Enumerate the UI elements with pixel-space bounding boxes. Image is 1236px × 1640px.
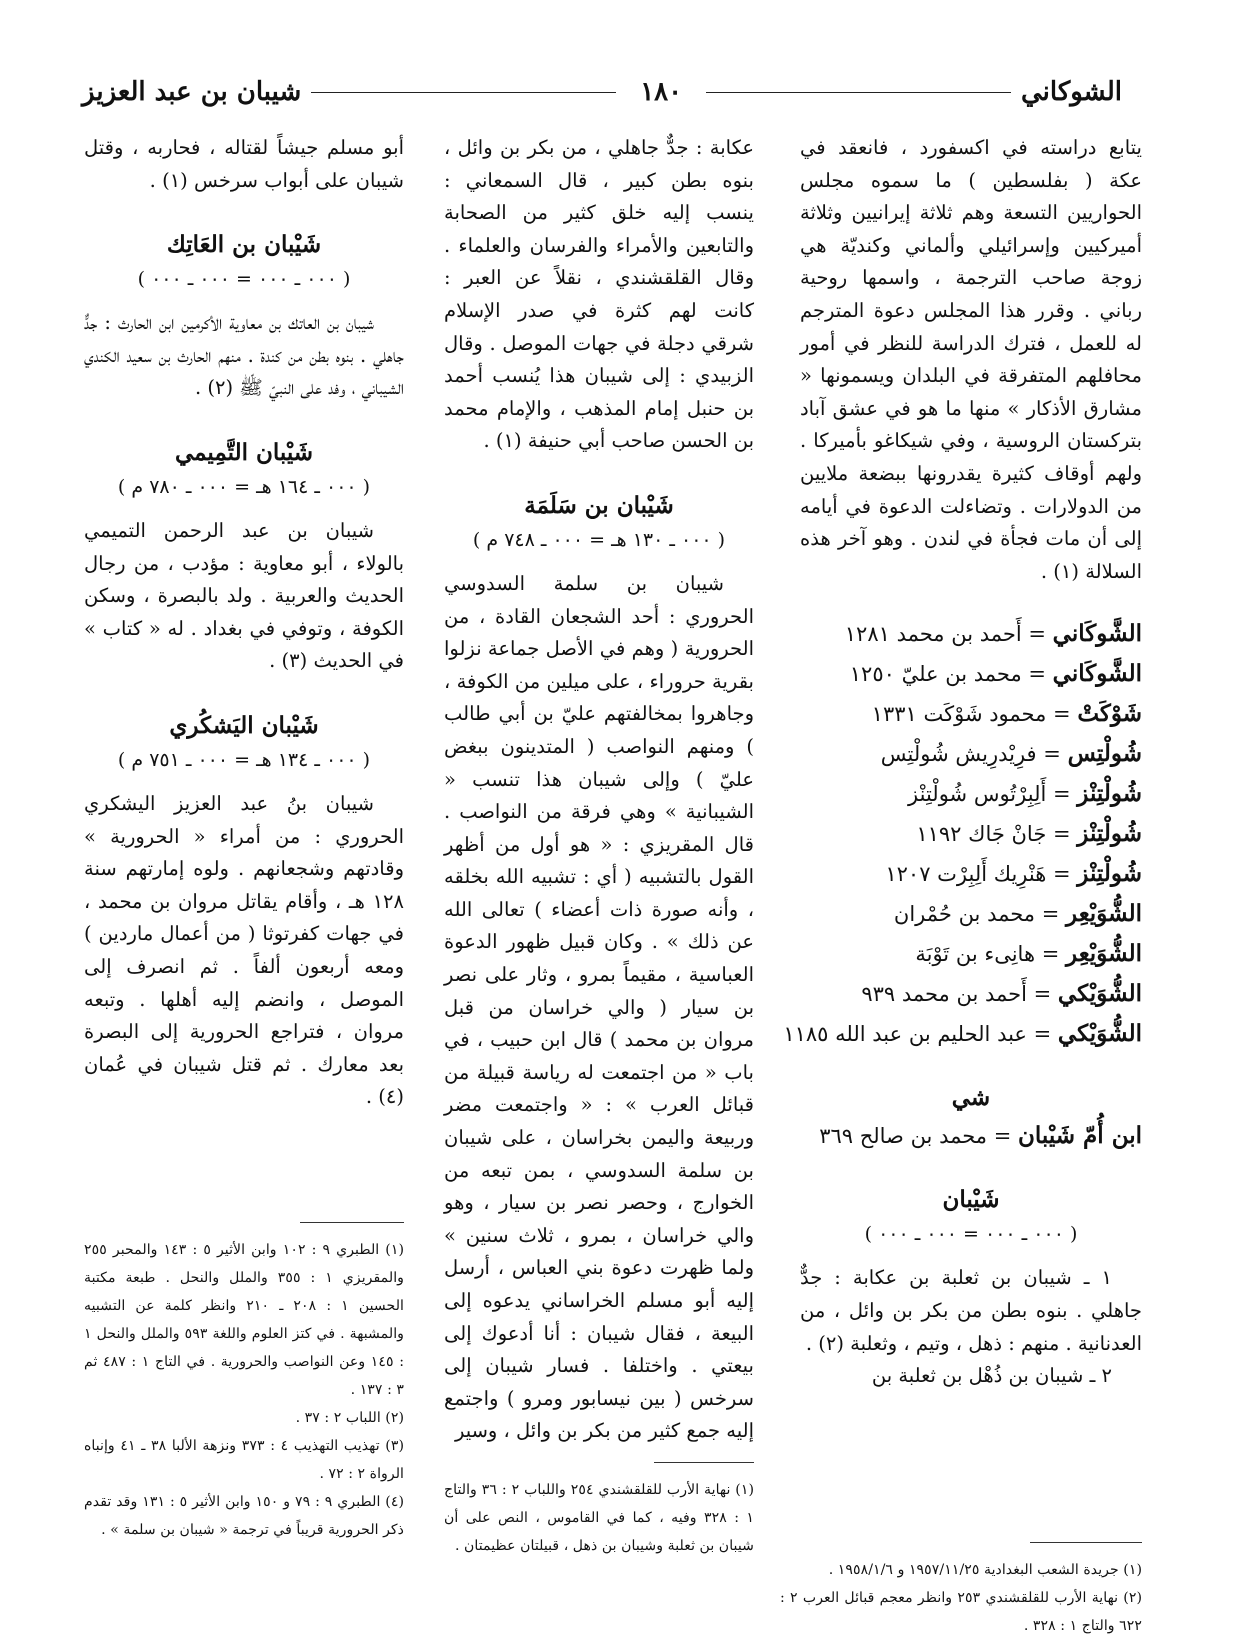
cross-reference-list	[783, 614, 1142, 1054]
left-column	[84, 132, 404, 1114]
entry-title: شَيْبان	[942, 1186, 1000, 1214]
middle-column-continuation: عكابة : جدٌّ جاهلي ، من بكر بن وائل ، بنوه بطن كبير ، قال السمعاني : ينسب إليه خلق كثير من الصحابة والتابعين والأمراء والفرسان والعلماء . وقال القلقشندي ، نقلاً عن العبر : كانت لهم كثرة في صدر الإسلام شرقي دجلة في جهات الموصل . وقال الزبيدي : إلى شيبان هذا يُنسب أحمد بن حنبل إمام المذهب ، والإمام محمد بن الحسن صاحب أبي حنيفة (١) .	[444, 136, 754, 453]
entry-dates: ( ٠٠٠ ـ ٠٠٠ = ٠٠٠ ـ ٠٠٠ )	[137, 268, 351, 291]
footnote: (٢) نهاية الأرب للقلقشندي ٢٥٣ وانظر معجم قبائل العرب ٢ : ٦٢٢ والتاج ١ : ٣٢٨ .	[780, 1590, 1142, 1634]
right-column	[783, 132, 1142, 1393]
footnote: (٣) تهذيب التهذيب ٤ : ٣٧٣ ونزهة الألبا ٣٨ ـ ٤١ وإنباه الرواة ٢ : ٧٢ .	[84, 1438, 404, 1482]
footnote-rule	[1030, 1542, 1142, 1543]
entry-title: شَيْبان بن العَاتِك	[166, 231, 322, 259]
left-column-continuation: أبو مسلم جيشاً لقتاله ، فحاربه ، وقتل شيبان على أبواب سرخس (١) .	[84, 136, 404, 192]
cross-reference-item: الشُّوَيْعِر = محمد بن حُمْران	[893, 900, 1142, 928]
left-footnotes	[84, 1236, 404, 1544]
header-right-title: الشوكاني	[1021, 77, 1122, 107]
footnote-rule	[654, 1462, 754, 1463]
middle-column	[444, 132, 754, 1448]
footnote-rule	[300, 1222, 404, 1223]
ibn-umm-reference	[800, 1116, 1142, 1156]
header-rule-left	[311, 92, 616, 93]
footnote: (١) نهاية الأرب للقلقشندي ٢٥٤ واللباب ٢ : ٣٦ والتاج ١ : ٣٢٨ وفيه ، كما في القاموس ، النص على أن شيبان بن ثعلبة وشيبان بن ذهل ، قبيلتان عظيمتان .	[444, 1482, 755, 1554]
running-header	[82, 72, 1122, 112]
right-column-continuation: يتابع دراسته في اكسفورد ، فانعقد في عكة ( بفلسطين ) ما سموه مجلس الحواريين التسعة وهم ثلاثة إيرانيين وثلاثة أميركيين وإسرائيلي وألماني وكنديّة هي زوجة صاحب الترجمة ، واسمها روحية رباني . وقرر هذا المجلس دعوة المترجم له للعمل ، فترك الدراسة للنظر في أمور محافلهم المتفرقة في البلدان ويسمونها « مشارق الأذكار » منها ما هو في عشق آباد بتركستان الروسية ، وفي شيكاغو بأميركا . ولهم أوقاف كثيرة يقدرونها ببضعة ملايين من الدولارات . وتضاءلت الدعوة في أيامه إلى أن مات فجأة في لندن . وهو آخر هذه السلالة (١) .	[800, 136, 1142, 583]
right-footnotes	[780, 1556, 1142, 1640]
cross-reference-item: شُولْتِس = فرِيْدرِيش شُولْتِس	[880, 740, 1142, 768]
cross-reference-item: الشَّوكَاني = محمد بن عليّ ١٢٥٠	[849, 660, 1142, 688]
cross-reference-item: الشَّوكَاني = أَحمد بن محمد ١٢٨١	[844, 620, 1142, 648]
page-number: ١٨٠	[640, 77, 683, 107]
cross-reference-item: الشُّوَيْعِر = هانِىء بن تَوْبَة	[915, 940, 1142, 968]
footnote: (١) الطبري ٩ : ١٠٢ وابن الأثير ٥ : ١٤٣ والمحبر ٢٥٥ والمقريزي ١ : ٣٥٥ والملل والنحل . طبعة مكتبة الحسين ١ : ٢٠٨ ـ ٢١٠ وانظر كلمة عن التشبيه والمشبهة . في كتز العلوم واللغة ٥٩٣ والملل والنحل ١ : ١٤٥ وعن النواصب والحرورية . في التاج ١ : ٤٨٧ ثم ٣ : ١٣٧ .	[84, 1242, 405, 1398]
footnote: (٢) اللباب ٢ : ٣٧ .	[295, 1410, 404, 1426]
entry-dates: ( ٠٠٠ ـ ٠٠٠ = ٠٠٠ ـ ٠٠٠ )	[864, 1223, 1078, 1246]
section-letter-heading: شي	[951, 1084, 991, 1112]
entry-dates: ( ٠٠٠ ـ ١٦٤ هـ = ٠٠٠ ـ ٧٨٠ م )	[117, 475, 371, 498]
entry-title: شَيْبان بن سَلَمَة	[524, 491, 674, 519]
footnote: (١) جريدة الشعب البغدادية ١٩٥٧/١١/٢٥ و ١٩٥٨/١/٦ .	[828, 1562, 1142, 1578]
entry-title: شَيْبان اليَشكُري	[169, 711, 319, 739]
entry-text: شيبان بنُ عبد العزيز اليشكري الحروري : من أمراء « الحرورية » وقادتهم وشجعانهم . ولوه إمارتهم سنة ١٢٨ هـ ، وأقام يقاتل مروان بن محمد ، في جهات كفرتوثا ( من أعمال ماردين ) ومعه أربعون ألفاً . ثم انصرف إلى الموصل ، وانضم إليه أهلها . وتبعه مروان ، فتراجع الحرورية إلى البصرة بعد معارك . ثم قتل شيبان في عُمان (٤) .	[84, 791, 404, 1109]
cross-reference-item: شَوْكَتْ = محمود شَوْكَت ١٣٣١	[871, 700, 1142, 728]
cross-reference-item: الشُّوَيْكي = عبد الحليم بن عبد الله ١١٨٥	[783, 1020, 1142, 1048]
cross-reference-item: ابن أُمّ شَيْبان = محمد بن صالح ٣٦٩	[819, 1122, 1142, 1150]
entry-title: شَيْبان التَّمِيمي	[174, 438, 314, 466]
entry-dates: ( ٠٠٠ ـ ١٣٤ هـ = ٠٠٠ ـ ٧٥١ م )	[117, 748, 371, 771]
cross-reference-item: الشُّوَيْكي = أَحمد بن محمد ٩٣٩	[861, 980, 1142, 1008]
cross-reference-item: شُولْتِنْز = أَلِبِرْتُوس شُولْتِنْز	[908, 780, 1142, 808]
entry-dates: ( ٠٠٠ ـ ١٣٠ هـ = ٠٠٠ ـ ٧٤٨ م )	[472, 528, 726, 551]
entry-text: شيبان بن عبد الرحمن التميمي بالولاء ، أبو معاوية : مؤدب ، من رجال الحديث والعربية . ولد بالبصرة ، وسكن الكوفة ، وتوفي في بغداد . له « كتاب » في الحديث (٣) .	[84, 518, 404, 673]
footnote: (٤) الطبري ٩ : ٧٩ و ١٥٠ وابن الأثير ٥ : ١٣١ وقد تقدم ذكر الحرورية قريباً في ترجمة « شيبان بن سلمة » .	[84, 1494, 404, 1538]
cross-reference-item: شُولْتِنْز = جَانْ جَاك ١١٩٢	[916, 820, 1142, 848]
entry-text: شيبان بن العاتك بن معاوية الأكرمين ابن الحارث : جدٌّ جاهلي . بنوه بطن من كندة . منهم الحارث بن سعيد الكندي الشيباني ، وفد على النبيّ ﷺ (٢) .	[84, 311, 404, 400]
entry-text: ٢ ـ شيبان بن ذُهْل بن ثعلبة بن	[871, 1364, 1112, 1388]
entry-text: ١ ـ شيبان بن ثعلبة بن عكابة : جدٌّ جاهلي . بنوه بطن من بكر بن وائل ، من العدنانية . منهم : ذهل ، وتيم ، وثعلبة (٢) .	[800, 1266, 1142, 1355]
middle-footnotes	[444, 1476, 754, 1560]
header-left-title: شيبان بن عبد العزيز	[81, 77, 302, 107]
entry-text: شيبان بن سلمة السدوسي الحروري : أحد الشجعان القادة ، من الحرورية ( وهم في الأصل جماعة نزلوا بقرية حروراء ، على ميلين من الكوفة ، وجاهروا بمخالفتهم عليّ بن أبي طالب ) ومنهم النواصب ( المتدينون ببغض عليّ ) وإلى شيبان هذا تنسب « الشيبانية » وهي فرقة من النواصب . قال المقريزي : « هو أول من أظهر القول بالتشبيه ( أي : تشبيه الله بخلقه ، وأنه صورة ذات أعضاء ) تعالى الله عن ذلك » . وكان قبيل ظهور الدعوة العباسية ، مقيماً بمرو ، وثار على نصر بن سيار ( والي خراسان من قبل مروان بن محمد ) قال ابن حبيب ، في باب « من اجتمعت له رياسة قبيلة من قبائل العرب » : « واجتمعت مضر وربيعة واليمن بخراسان ، على شيبان بن سلمة السدوسي ، بمن تبعه من الخوارج ، وحصر نصر بن سيار ، وهو والي خراسان ، بمرو ، ثلاث سنين » ولما ظهرت دعوة بني العباس ، أرسل إليه أبو مسلم الخراساني يدعوه إلى البيعة ، فقال شيبان : أنا أدعوك إلى بيعتي . واختلفا . فسار شيبان إلى سرخس ( بين نيسابور ومرو ) واجتمع إليه جمع كثير من بكر بن وائل ، وسير	[444, 571, 754, 1443]
header-rule-right	[706, 92, 1011, 93]
cross-reference-item: شُولْتِنْز = هَنْرِيك أَلِبِرْت ١٢٠٧	[885, 860, 1142, 888]
